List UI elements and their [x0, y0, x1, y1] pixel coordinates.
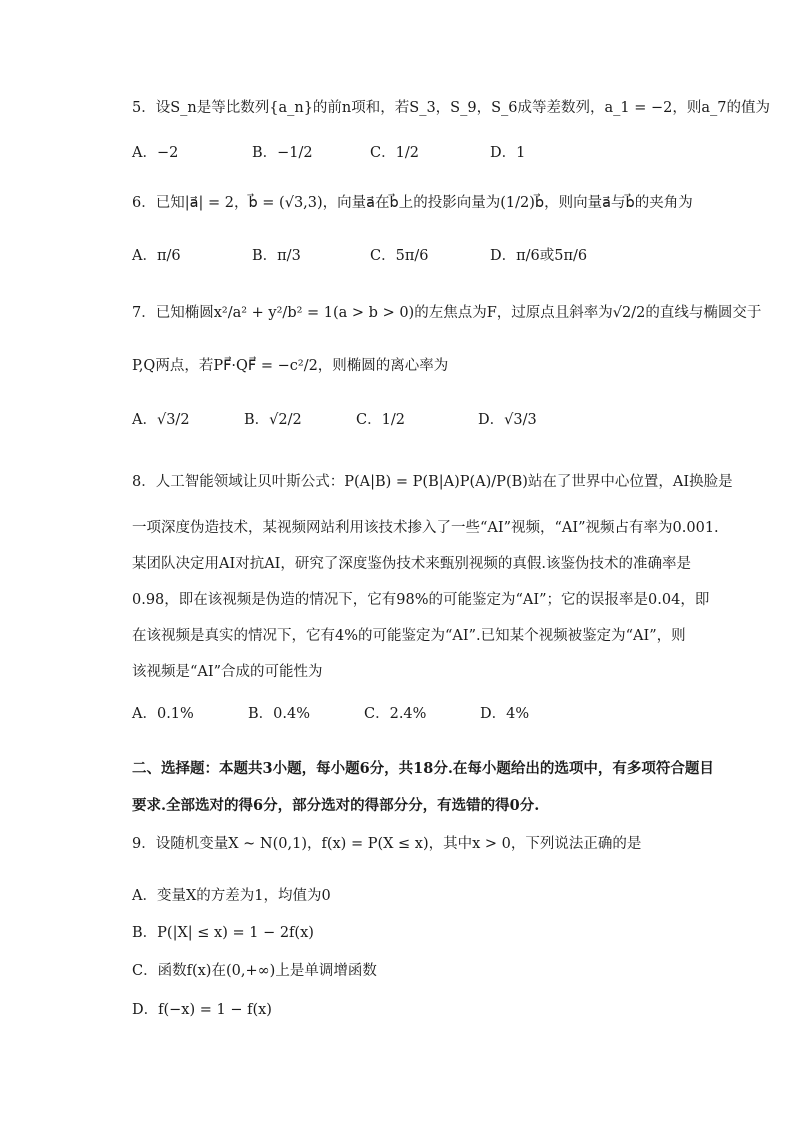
q7-option-d-text: D．√3/3	[478, 412, 537, 428]
q7-stem-line1-text: 7．已知椭圆x²/a² + y²/b² = 1(a > b > 0)的左焦点为F，过原点且斜率为√2/2的直线与椭圆交于	[132, 305, 762, 321]
q9-option-a-text: A．变量X的方差为1，均值为0	[132, 888, 331, 904]
q8-line6	[132, 664, 323, 681]
q6-option-a-text: A．π/6	[132, 248, 181, 264]
q7-option-c-text: C．1/2	[356, 412, 405, 428]
q7-stem-line2-text: P,Q两点，若PF⃗·QF⃗ = −c²/2，则椭圆的离心率为	[132, 358, 449, 374]
q8-option-b-text: B．0.4%	[248, 706, 310, 722]
q8-option-a-text: A．0.1%	[132, 706, 194, 722]
q9-stem-text: 9．设随机变量X ~ N(0,1)，f(x) = P(X ≤ x)，其中x > 0，下列说法正确的是	[132, 836, 642, 852]
q6-option-d	[490, 248, 587, 265]
q7-option-d	[478, 412, 537, 429]
q9-stem	[132, 836, 641, 853]
q9-option-b-text: B．P(|X| ≤ x) = 1 − 2f(x)	[132, 925, 314, 941]
q7-option-a-text: A．√3/2	[132, 412, 190, 428]
q9-option-d	[132, 1002, 272, 1019]
q7-option-b-text: B．√2/2	[244, 412, 302, 428]
q7-option-b	[244, 412, 302, 429]
q8-line5	[132, 628, 686, 645]
section2-line1-text: 二、选择题：本题共3小题，每小题6分，共18分.在每小题给出的选项中，有多项符合题目	[132, 760, 714, 777]
section2-line2-text: 要求.全部选对的得6分，部分选对的得部分分，有选错的得0分.	[132, 797, 540, 814]
q6-option-b-text: B．π/3	[252, 248, 301, 264]
q8-line3-text: 某团队决定用AI对抗AI，研究了深度鉴伪技术来甄别视频的真假.该鉴伪技术的准确率是	[132, 556, 692, 572]
q5-option-c-text: C．1/2	[370, 145, 419, 161]
q8-line3	[132, 556, 691, 573]
q9-option-d-text: D．f(−x) = 1 − f(x)	[132, 1002, 272, 1018]
section2-heading-line1	[132, 760, 714, 777]
q7-stem-line2	[132, 358, 448, 375]
q8-line2	[132, 520, 719, 537]
q8-line4	[132, 592, 709, 609]
section2-heading-line2	[132, 797, 539, 814]
q8-option-a	[132, 706, 194, 723]
q6-option-a	[132, 248, 181, 265]
q8-line2-text: 一项深度伪造技术，某视频网站利用该技术掺入了一些“AI”视频，“AI”视频占有率为0.001.	[132, 520, 719, 536]
q9-option-c-text: C．函数f(x)在(0,+∞)上是单调增函数	[132, 963, 377, 979]
q8-line6-text: 该视频是“AI”合成的可能性为	[132, 664, 323, 680]
q6-option-b	[252, 248, 301, 265]
q8-option-c-text: C．2.4%	[364, 706, 427, 722]
q8-option-d-text: D．4%	[480, 706, 530, 722]
q8-option-b	[248, 706, 310, 723]
q8-line1-text: 8．人工智能领域让贝叶斯公式：P(A|B) = P(B|A)P(A)/P(B)站在了世界中心位置，AI换脸是	[132, 474, 733, 490]
q5-option-d-text: D．1	[490, 145, 526, 161]
q6-option-d-text: D．π/6或5π/6	[490, 248, 588, 264]
q5-option-b-text: B．−1/2	[252, 145, 313, 161]
q8-line5-text: 在该视频是真实的情况下，它有4%的可能鉴定为“AI”.已知某个视频被鉴定为“AI”，则	[132, 628, 686, 644]
q8-line4-text: 0.98，即在该视频是伪造的情况下，它有98%的可能鉴定为“AI”；它的误报率是0.04，即	[132, 592, 710, 608]
q5-option-c	[370, 145, 419, 162]
q8-option-d	[480, 706, 529, 723]
q5-stem-text: 5．设S_n是等比数列{a_n}的前n项和，若S_3，S_9，S_6成等差数列，a_1 = −2，则a_7的值为	[132, 100, 770, 116]
q6-option-c	[370, 248, 428, 265]
q7-stem-line1	[132, 305, 761, 322]
q5-option-a	[132, 145, 178, 162]
q9-option-a	[132, 888, 331, 905]
q5-option-a-text: A．−2	[132, 145, 179, 161]
q9-option-c	[132, 963, 377, 980]
q5-option-b	[252, 145, 313, 162]
q5-option-d	[490, 145, 525, 162]
q5-stem	[132, 100, 770, 117]
q7-option-c	[356, 412, 405, 429]
q6-stem-text: 6．已知|a⃗| = 2，b⃗ = (√3,3)，向量a⃗在b⃗上的投影向量为(1/2)b⃗，则向量a⃗与b⃗的夹角为	[132, 195, 693, 211]
q6-option-c-text: C．5π/6	[370, 248, 429, 264]
q7-option-a	[132, 412, 190, 429]
q8-option-c	[364, 706, 426, 723]
q9-option-b	[132, 925, 314, 942]
q8-line1	[132, 474, 733, 491]
q6-stem	[132, 195, 693, 212]
